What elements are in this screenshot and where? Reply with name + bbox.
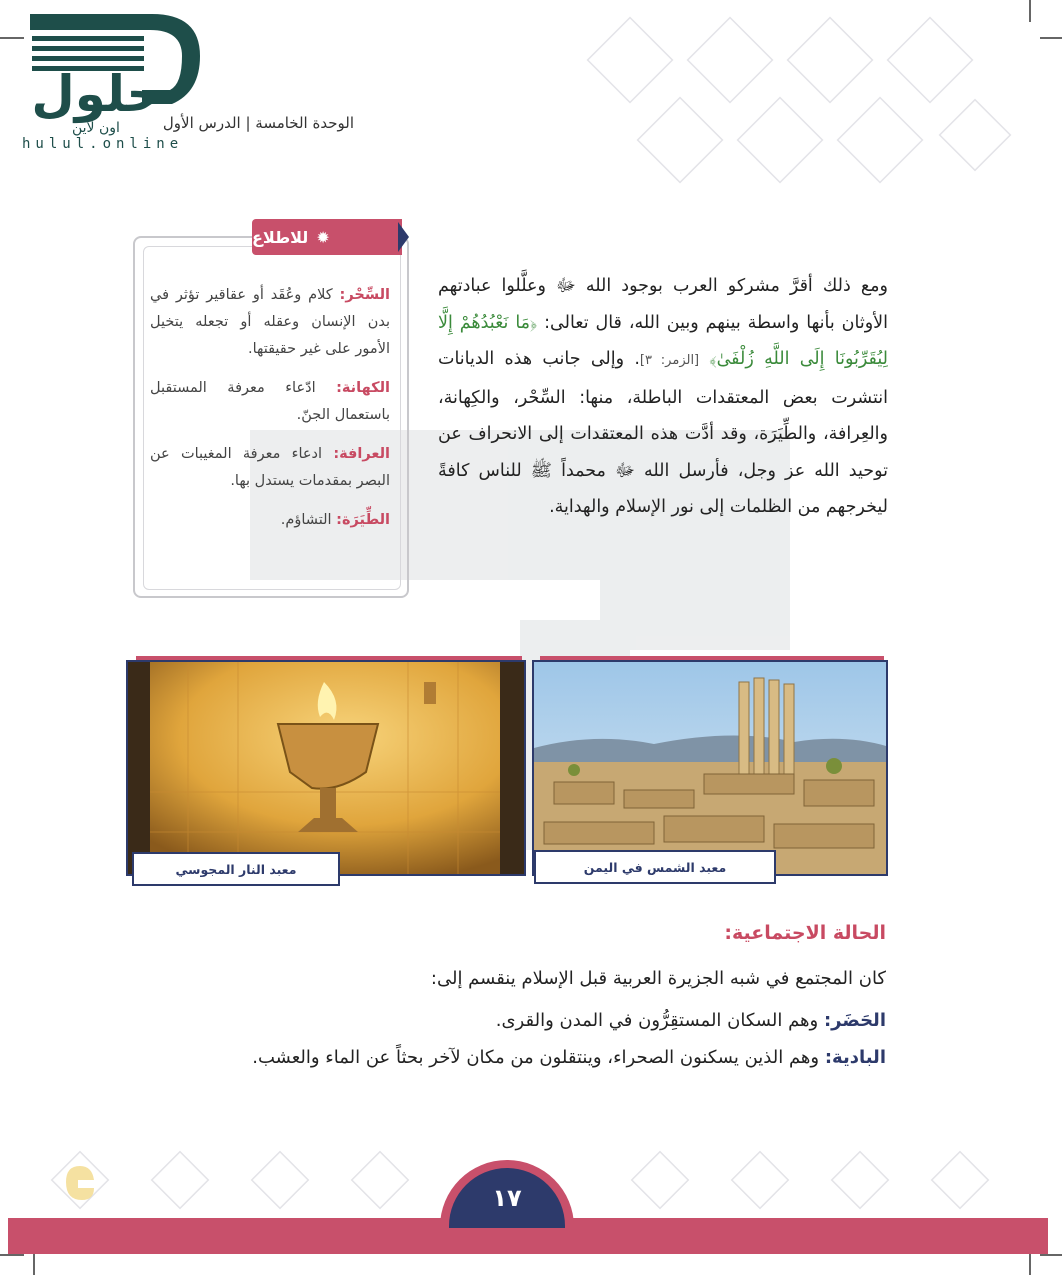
info-definition: ادعاء معرفة المغيبات عن البصر بمقدمات يستدل بها. bbox=[150, 446, 390, 489]
page-number: ١٧ bbox=[449, 1168, 565, 1228]
info-entry bbox=[150, 507, 390, 534]
info-box-title-tag bbox=[252, 219, 402, 255]
hadar-term: الحَضَر: bbox=[823, 1010, 886, 1031]
section-title: الحالة الاجتماعية: bbox=[724, 922, 886, 944]
hadar-text: وهم السكان المستقِرُّون في المدن والقرى. bbox=[495, 1010, 824, 1031]
badia-text: وهم الذين يسكنون الصحراء، وينتقلون من مكان لآخر بحثاً عن الماء والعشب. bbox=[252, 1047, 825, 1068]
info-entry bbox=[150, 441, 390, 495]
info-term: السِّحْر: bbox=[339, 287, 390, 303]
sun-temple-illustration bbox=[534, 662, 886, 874]
logo-text: حلول bbox=[31, 65, 163, 123]
info-entry bbox=[150, 375, 390, 429]
image-caption: معبد الشمس في اليمن bbox=[534, 850, 776, 884]
lightbulb-icon: ✹ bbox=[316, 227, 330, 247]
info-term: الطِّيَرَة: bbox=[336, 512, 390, 528]
info-term: العرافة: bbox=[333, 446, 390, 462]
logo-url: hulul.online bbox=[22, 136, 184, 152]
badia-line bbox=[252, 1047, 886, 1068]
info-definition: ادّعاء معرفة المستقبل باستعمال الجنّ. bbox=[150, 380, 390, 423]
info-box-title: للاطلاع bbox=[252, 227, 309, 247]
main-paragraph bbox=[438, 268, 888, 526]
quran-verse: ﴿مَا نَعْبُدُهُمْ إِلَّا لِيُقَرِّبُونَا إِلَى اللَّهِ زُلْفَىٰ﴾ bbox=[438, 312, 888, 369]
tag-arrow-inner bbox=[398, 222, 409, 252]
verse-reference: [الزمر: ٣] bbox=[639, 353, 700, 368]
unit-lesson-header: الوحدة الخامسة | الدرس الأول bbox=[162, 114, 354, 132]
image-caption: معبد النار المجوسي bbox=[132, 852, 340, 886]
footer-emblem-icon bbox=[58, 1152, 98, 1204]
fire-temple-image bbox=[126, 660, 526, 876]
period: . bbox=[634, 349, 640, 369]
badia-term: البادية: bbox=[824, 1047, 886, 1068]
info-entry bbox=[150, 282, 390, 363]
info-box-content bbox=[150, 282, 390, 546]
hadar-line bbox=[496, 1010, 886, 1031]
info-definition: التشاؤم. bbox=[280, 512, 332, 528]
fire-temple-illustration bbox=[128, 662, 524, 874]
info-definition: كلام وعُقَد أو عقاقير تؤثر في بدن الإنسان وعقله أو تجعله يتخيل الأمور على غير حقيقتها. bbox=[150, 287, 390, 357]
paragraph-text-2: وإلى جانب هذه الديانات انتشرت بعض المعتقدات الباطلة، منها: السِّحْر، والكِهانة، والعِرافة، والطِّيَرَة، وقد أدَّت هذه المعتقدات إلى الانحراف عن توحيد الله عز وجل، فأرسل الله ﷻ محمداً ﷺ للناس كافةً ليخرجهم من الظلمات إلى نور الإسلام والهداية. bbox=[438, 349, 888, 517]
sun-temple-image bbox=[532, 660, 888, 876]
paragraph-text: ومع ذلك أقرَّ مشركو العرب بوجود الله ﷻ وعلَّلوا عبادتهم الأوثان بأنها واسطة بينهم وبين الله، قال تعالى: bbox=[438, 276, 888, 333]
logo-subtext: اون لاين bbox=[72, 120, 120, 136]
intro-line: كان المجتمع في شبه الجزيرة العربية قبل الإسلام ينقسم إلى: bbox=[430, 968, 886, 989]
footer-logo-icon bbox=[58, 1152, 98, 1204]
info-term: الكهانة: bbox=[336, 380, 390, 396]
brand-logo bbox=[22, 8, 212, 158]
